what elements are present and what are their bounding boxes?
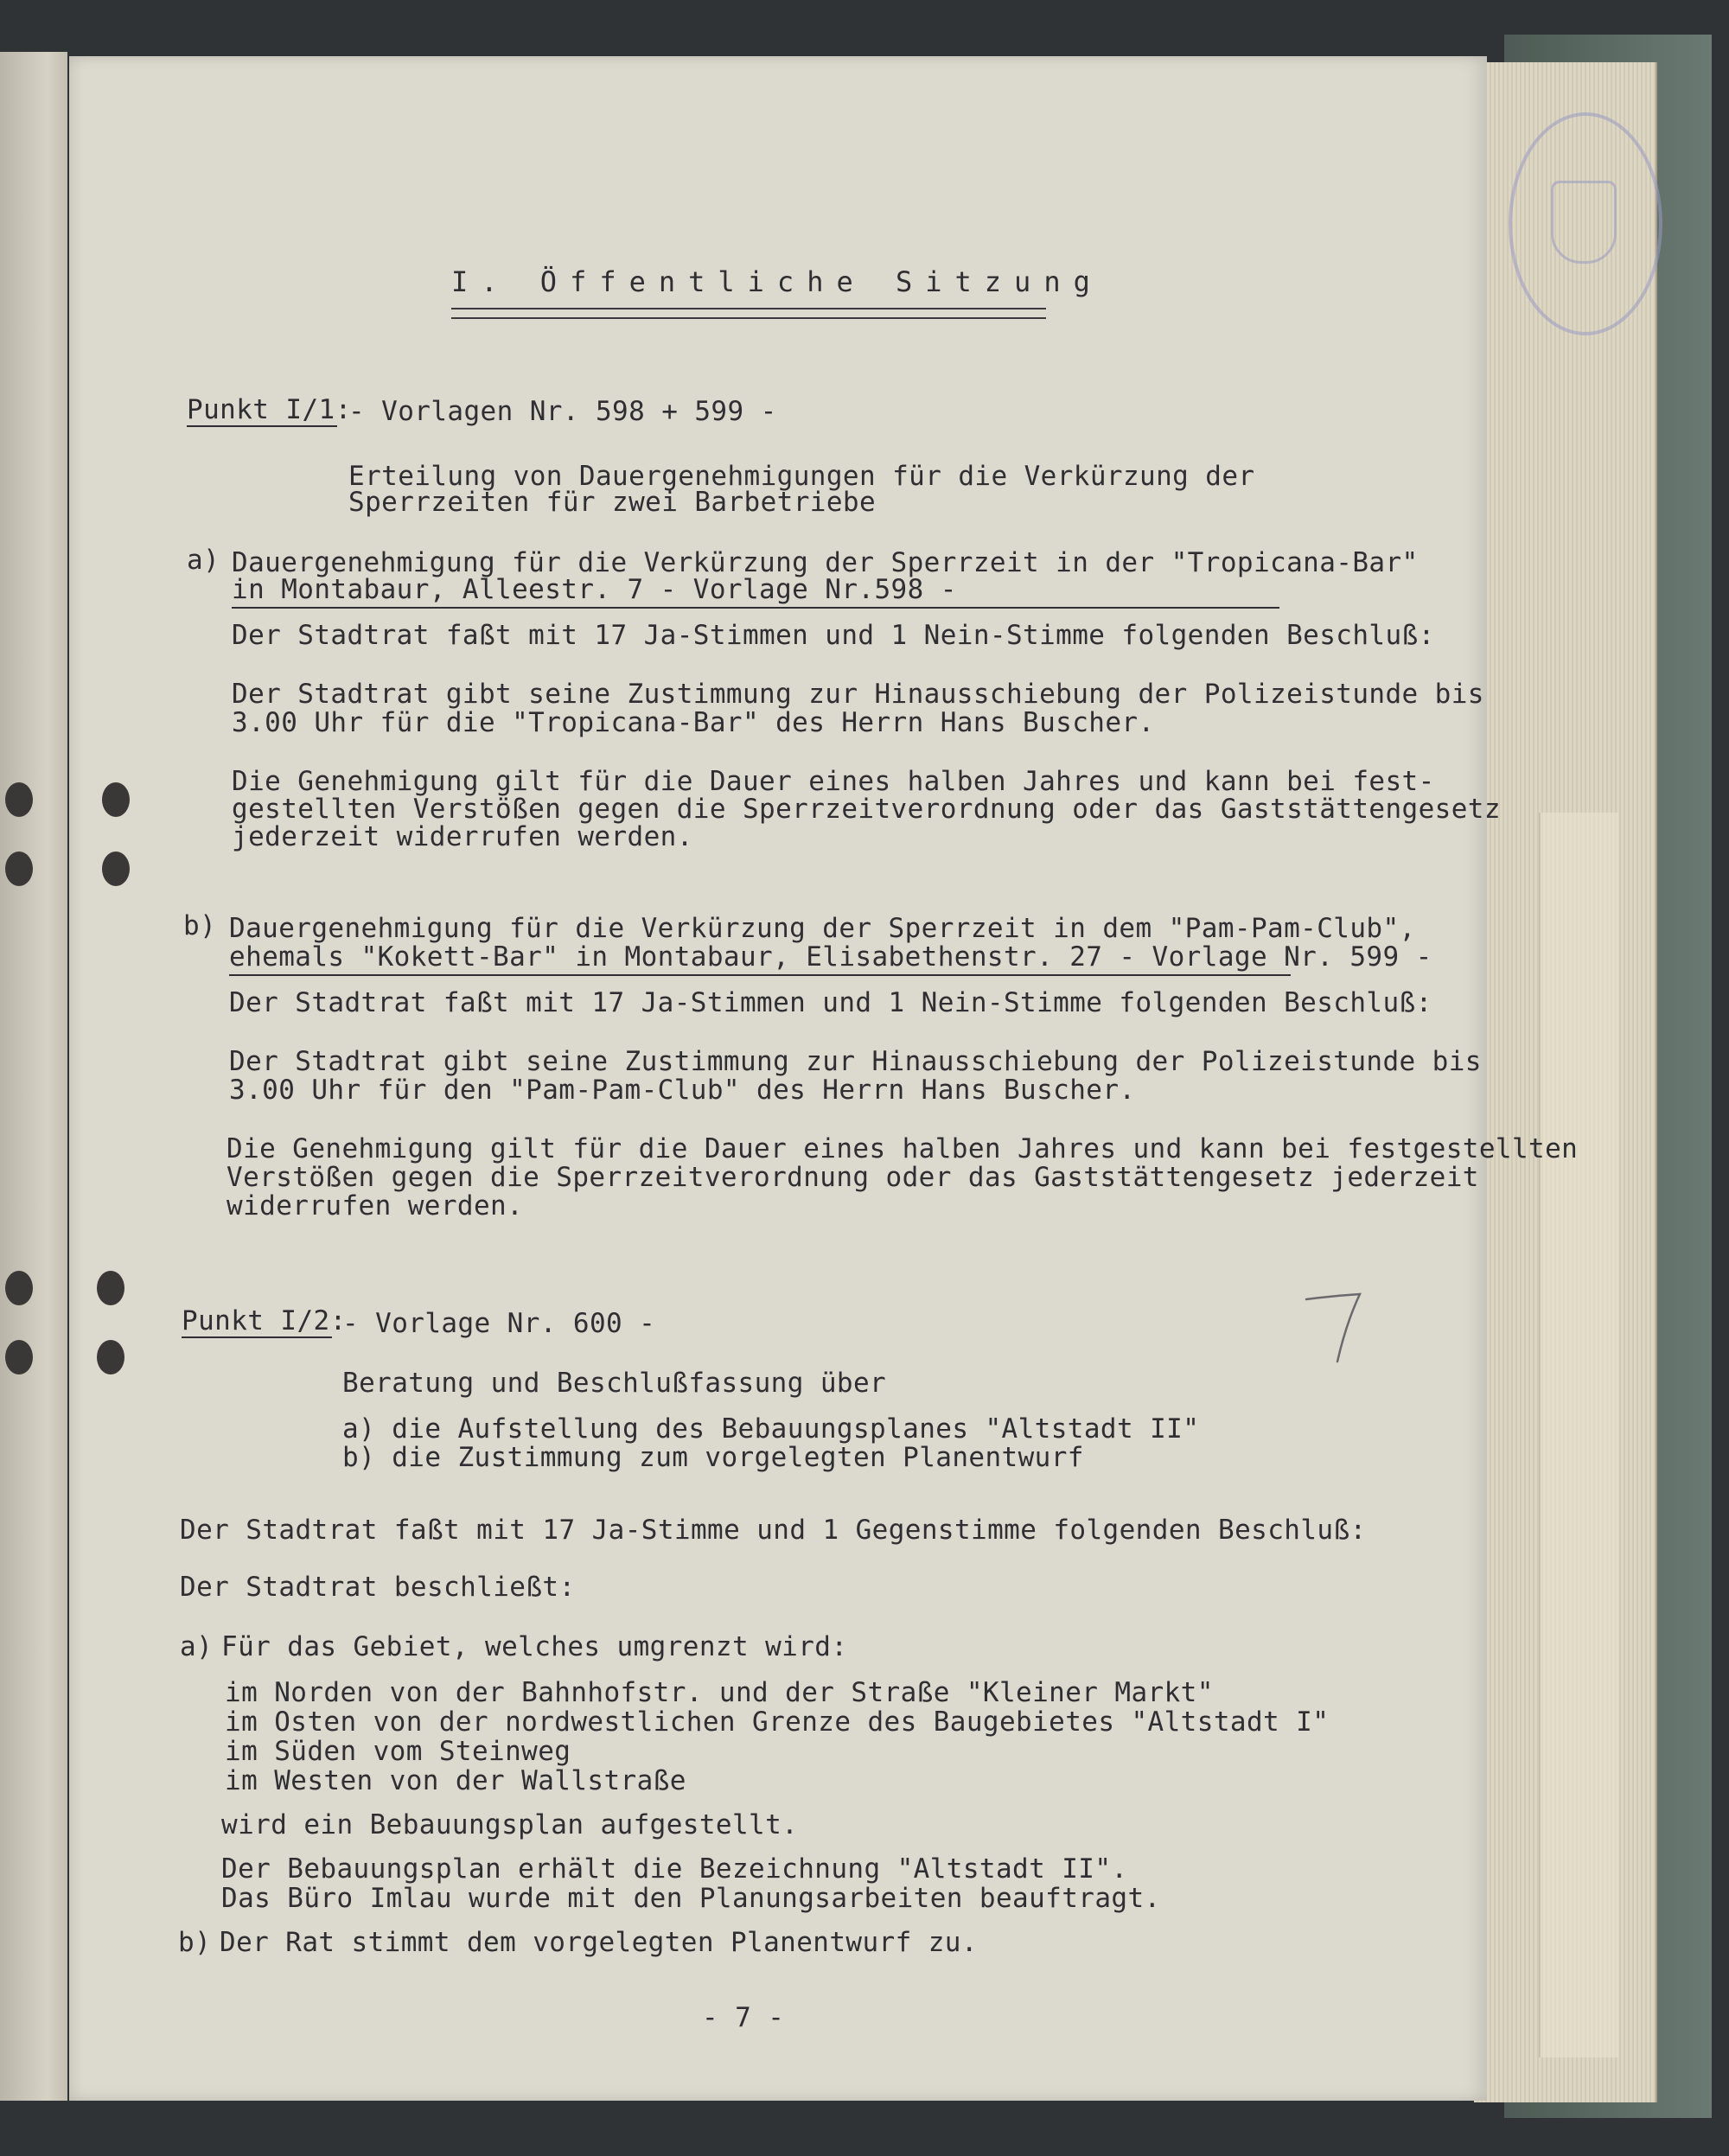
punkt-2-a-result: wird ein Bebauungsplan aufgestellt. [221, 1809, 799, 1840]
punch-hole [5, 852, 33, 886]
punkt-1-b-zustimmung-line: Der Stadtrat gibt seine Zustimmung zur Hinausschiebung der Polizeistunde bis [229, 1046, 1482, 1077]
punkt-1-a-title-line: in Montabaur, Alleestr. 7 - Vorlage Nr.598 - [232, 574, 957, 605]
punkt-2-subject: Beratung und Beschlußfassung über [342, 1368, 887, 1399]
torn-page-edge [1539, 813, 1618, 2057]
punkt-2-vorlage: - Vorlage Nr. 600 - [342, 1308, 656, 1339]
punkt-2-a-boundary: im Osten von der nordwestlichen Grenze des Baugebietes "Altstadt I" [225, 1706, 1330, 1738]
handwritten-page-number [1301, 1292, 1370, 1370]
punkt-1-b-title-underline [229, 974, 1291, 976]
punkt-1-b-genehmigung-line: Verstößen gegen die Sperrzeitverordnung oder das Gaststättengesetz jederzeit [226, 1162, 1479, 1193]
punkt-2-a-intro: Für das Gebiet, welches umgrenzt wird: [221, 1631, 848, 1662]
punkt-2-beschliesst: Der Stadtrat beschließt: [180, 1572, 576, 1603]
punkt-2-a-boundary: im Süden vom Steinweg [225, 1736, 571, 1767]
binder-left-edge [0, 52, 67, 2101]
punkt-2-b-text: Der Rat stimmt dem vorgelegten Planentwurf zu. [220, 1927, 978, 1958]
punch-hole [102, 852, 130, 886]
punch-hole [5, 782, 33, 817]
punch-hole [5, 1271, 33, 1305]
punkt-1-a-genehmigung-line: gestellten Verstößen gegen die Sperrzeitverordnung oder das Gaststättengesetz [232, 794, 1501, 825]
page-title: I. Öffentliche Sitzung [451, 265, 1103, 298]
punkt-1-subject-line: Erteilung von Dauergenehmigungen für die Verkürzung der [348, 461, 1255, 492]
punkt-2-b-marker: b) [178, 1927, 212, 1958]
punkt-1-a-title-line: Dauergenehmigung für die Verkürzung der Sperrzeit in der "Tropicana-Bar" [232, 547, 1419, 578]
punkt-1-b-beschluss: Der Stadtrat faßt mit 17 Ja-Stimmen und 1 Nein-Stimme folgenden Beschluß: [229, 987, 1432, 1018]
punkt-2-a-marker: a) [180, 1631, 214, 1662]
punkt-1-a-beschluss: Der Stadtrat faßt mit 17 Ja-Stimmen und 1 Nein-Stimme folgenden Beschluß: [232, 620, 1435, 651]
punkt-1-a-title-underline [232, 607, 1279, 609]
punkt-2-label-underline [182, 1336, 332, 1338]
punkt-2-subject-item: a) die Aufstellung des Bebauungsplanes "Altstadt II" [342, 1413, 1200, 1445]
punkt-2-beschluss: Der Stadtrat faßt mit 17 Ja-Stimme und 1 Gegenstimme folgenden Beschluß: [180, 1515, 1367, 1546]
punkt-1-a-genehmigung-line: Die Genehmigung gilt für die Dauer eines halben Jahres und kann bei fest- [232, 766, 1435, 797]
punkt-2-subject-item: b) die Zustimmung zum vorgelegten Planentwurf [342, 1442, 1084, 1473]
punch-hole [97, 1340, 124, 1375]
punkt-1-a-genehmigung-line: jederzeit widerrufen werden. [232, 821, 693, 852]
punkt-1-a-marker: a) [187, 545, 220, 576]
punkt-1-label: Punkt I/1: [187, 394, 352, 425]
punch-hole [5, 1340, 33, 1375]
punkt-1-b-zustimmung-line: 3.00 Uhr für den "Pam-Pam-Club" des Herrn Hans Buscher. [229, 1075, 1136, 1106]
punkt-2-a-boundary: im Westen von der Wallstraße [225, 1765, 686, 1796]
seal-coat-of-arms [1551, 181, 1617, 264]
punkt-1-subject-line: Sperrzeiten für zwei Barbetriebe [348, 487, 877, 518]
punkt-2-label: Punkt I/2: [182, 1305, 347, 1336]
punkt-1-b-title-line: ehemals "Kokett-Bar" in Montabaur, Elisabethenstr. 27 - Vorlage Nr. 599 - [229, 941, 1432, 973]
punkt-1-a-zustimmung-line: 3.00 Uhr für die "Tropicana-Bar" des Herrn Hans Buscher. [232, 707, 1155, 738]
punkt-1-b-marker: b) [183, 910, 217, 941]
punkt-1-a-zustimmung-line: Der Stadtrat gibt seine Zustimmung zur Hinausschiebung der Polizeistunde bis [232, 679, 1484, 710]
page-number: - 7 - [702, 2002, 785, 2033]
heading-double-underline [451, 308, 1046, 319]
punch-hole [97, 1271, 124, 1305]
official-seal-stamp [1509, 112, 1662, 335]
punch-hole [102, 782, 130, 817]
punkt-1-label-underline [187, 425, 337, 427]
punkt-2-a-boundary: im Norden von der Bahnhofstr. und der Straße "Kleiner Markt" [225, 1677, 1214, 1708]
punkt-1-b-genehmigung-line: Die Genehmigung gilt für die Dauer eines halben Jahres und kann bei festgestellten [226, 1133, 1579, 1164]
punkt-1-b-title-line: Dauergenehmigung für die Verkürzung der Sperrzeit in dem "Pam-Pam-Club", [229, 913, 1416, 944]
punkt-2-a-naming-line: Das Büro Imlau wurde mit den Planungsarbeiten beauftragt. [221, 1883, 1161, 1914]
punkt-2-a-naming-line: Der Bebauungsplan erhält die Bezeichnung "Altstadt II". [221, 1853, 1128, 1885]
punkt-1-b-genehmigung-line: widerrufen werden. [226, 1190, 524, 1222]
punkt-1-vorlagen: - Vorlagen Nr. 598 + 599 - [348, 396, 777, 427]
